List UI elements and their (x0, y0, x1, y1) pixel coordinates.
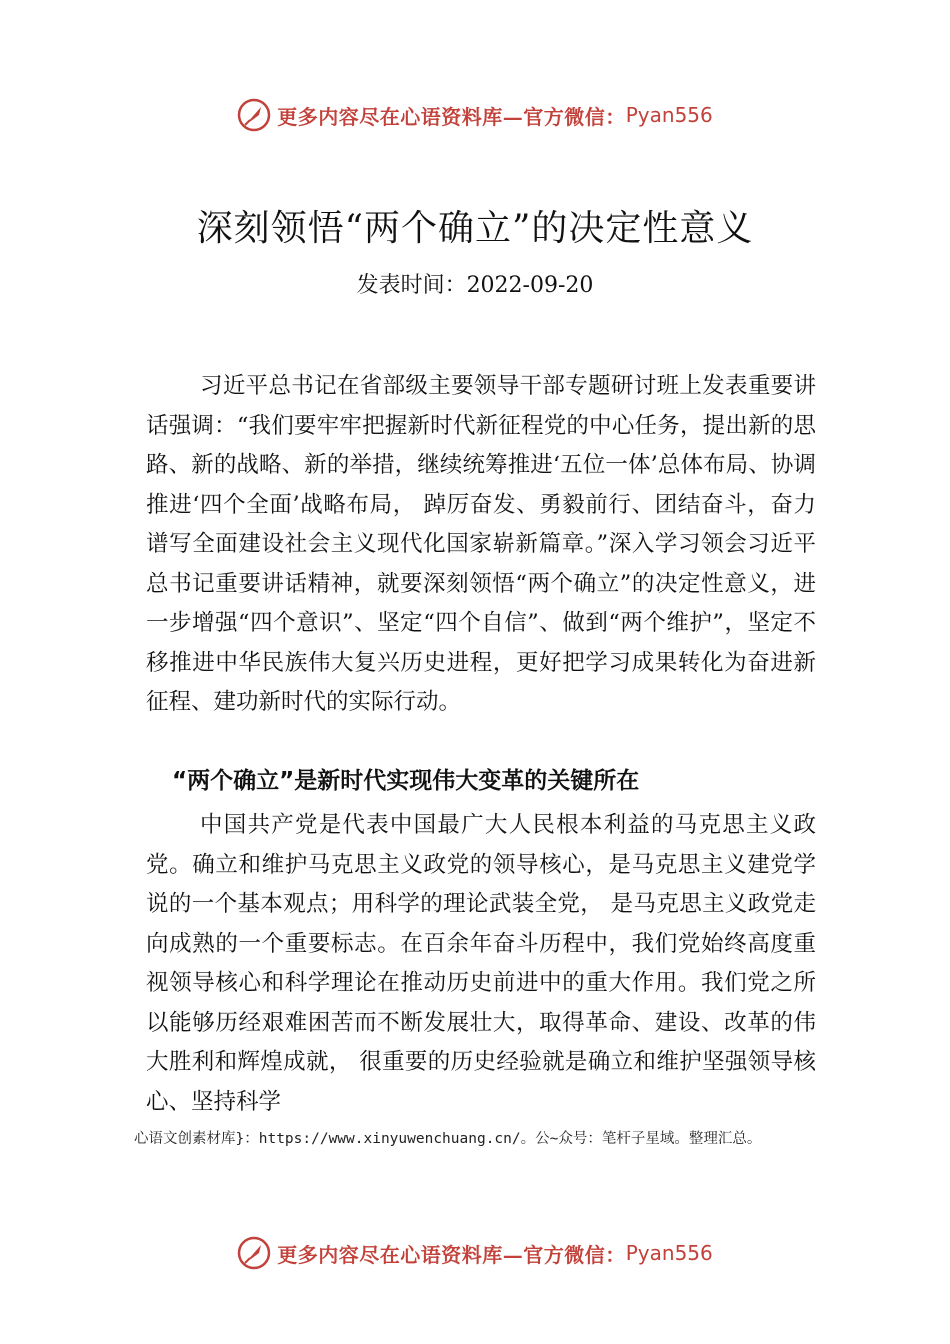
section-heading: “两个确立”是新时代实现伟大变革的关键所在 (172, 768, 640, 794)
banner-wechat-id: Pyan556 (625, 103, 713, 127)
publish-date: 发表时间：2022-09-20 (356, 273, 594, 298)
quill-pen-logo-icon (237, 98, 271, 132)
banner-text: 更多内容尽在心语资料库—官方微信： (277, 1242, 626, 1267)
paragraph-intro (146, 367, 816, 723)
banner-wechat-id: Pyan556 (625, 1241, 713, 1265)
bottom-banner (0, 1233, 950, 1273)
top-banner (0, 95, 950, 135)
source-note: 心语文创素材库}：https://www.xinyuwenchuang.cn/。公~众号：笔杆子星域。整理汇总。 (134, 1131, 762, 1147)
quill-pen-logo-icon (237, 1236, 271, 1270)
document-title: 深刻领悟“两个确立”的决定性意义 (196, 208, 754, 249)
banner-text: 更多内容尽在心语资料库—官方微信： (277, 104, 626, 129)
paragraph-section-1 (146, 806, 816, 1122)
paragraph-text: 中国共产党是代表中国最广大人民根本利益的马克思主义政党。确立和维护马克思主义政党的领导核心，是马克思主义建党学说的一个基本观点；用科学的理论武装全党， 是马克思主义政党走向成熟的一个重要标志。在百余年奋斗历程中，我们党始终高度重视领导核心和科学理论在推动历史前进中的重大作用。我们党之所以能够历经艰难困苦而不断发展壮大，取得革命、建设、改革的伟大胜利和辉煌成就， 很重要的历史经验就是确立和维护坚强领导核心、坚持科学 (146, 812, 816, 1115)
paragraph-text: 习近平总书记在省部级主要领导干部专题研讨班上发表重要讲话强调：“我们要牢牢把握新时代新征程党的中心任务，提出新的思路、新的战略、新的举措，继续统筹推进‘五位一体’总体布局、协调推进‘四个全面’战略布局， 踔厉奋发、勇毅前行、团结奋斗，奋力谱写全面建设社会主义现代化国家崭新篇章。”深入学习领会习近平总书记重要讲话精神，就要深刻领悟“两个确立”的决定性意义，进一步增强“四个意识”、坚定“四个自信”、做到“两个维护”，坚定不移推进中华民族伟大复兴历史进程，更好把学习成果转化为奋进新征程、建功新时代的实际行动。 (146, 373, 816, 715)
